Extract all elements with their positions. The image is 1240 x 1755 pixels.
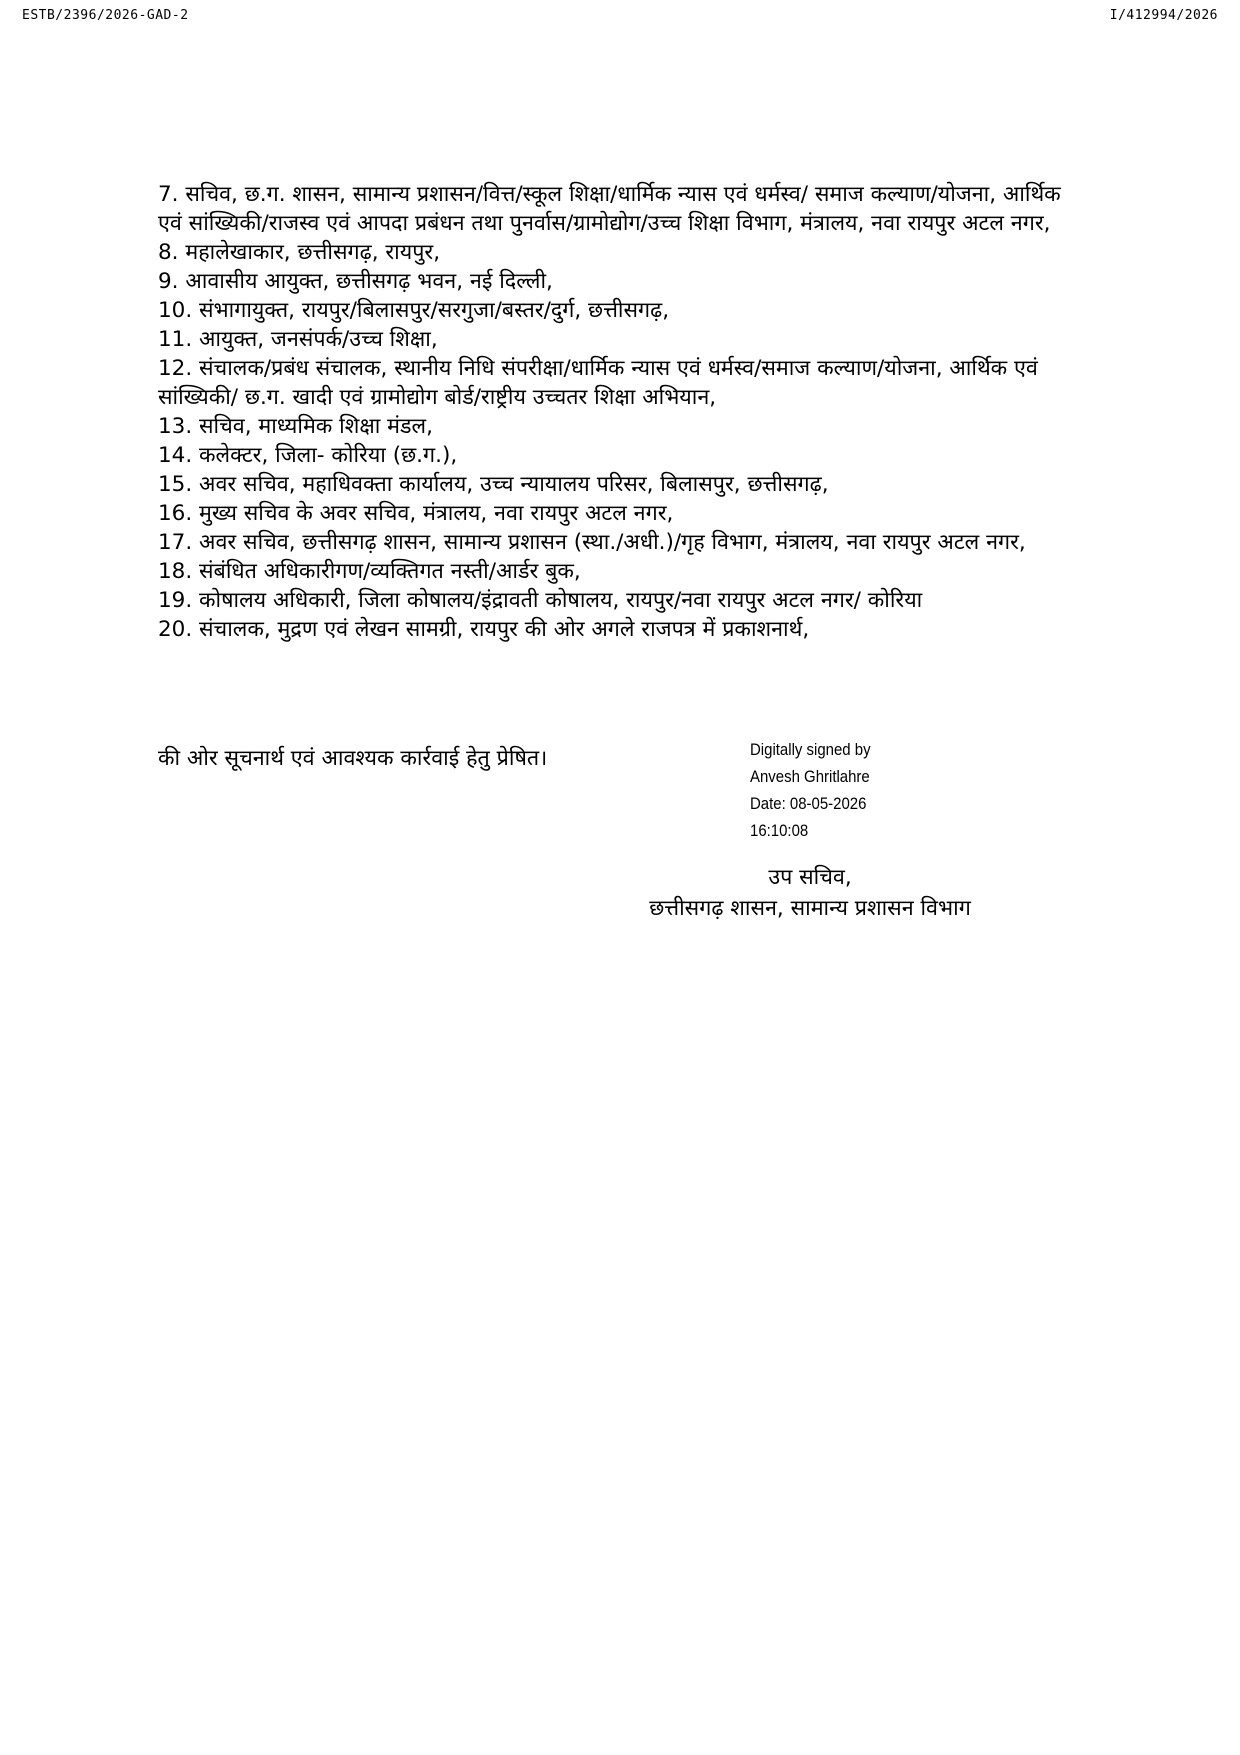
list-item: 9. आवासीय आयुक्त, छत्तीसगढ़ भवन, नई दिल्ली, <box>158 269 553 294</box>
digital-signature-block <box>750 736 908 844</box>
file-number: ESTB/2396/2026-GAD-2 <box>22 8 189 23</box>
signatory-designation: उप सचिव, <box>768 865 852 890</box>
list-item: 20. संचालक, मुद्रण एवं लेखन सामग्री, रायपुर की ओर अगले राजपत्र में प्रकाशनार्थ, <box>158 617 810 642</box>
signature-date: Date: 08-05-2026 <box>750 794 867 813</box>
list-item: 8. महालेखाकार, छत्तीसगढ़, रायपुर, <box>158 240 441 265</box>
signature-time: 16:10:08 <box>750 821 809 840</box>
closing-line: की ओर सूचनार्थ एवं आवश्यक कार्रवाई हेतु प्रेषित। <box>158 746 548 771</box>
list-item: 13. सचिव, माध्यमिक शिक्षा मंडल, <box>158 414 433 439</box>
list-item: 7. सचिव, छ.ग. शासन, सामान्य प्रशासन/वित्त/स्कूल शिक्षा/धार्मिक न्यास एवं धर्मस्व/ समाज कल्याण/योजना, आर्थिक एवं सांख्यिकी/राजस्व एवं आपदा प्रबंधन तथा पुनर्वास/ग्रामोद्योग/उच्च शिक्षा विभाग, मंत्रालय, नवा रायपुर अटल नगर, <box>158 182 1061 236</box>
list-item: 19. कोषालय अधिकारी, जिला कोषालय/इंद्रावती कोषालय, रायपुर/नवा रायपुर अटल नगर/ कोरिया <box>158 588 923 613</box>
list-item: 12. संचालक/प्रबंध संचालक, स्थानीय निधि संपरीक्षा/धार्मिक न्यास एवं धर्मस्व/समाज कल्याण/योजना, आर्थिक एवं सांख्यिकी/ छ.ग. खादी एवं ग्रामोद्योग बोर्ड/राष्ट्रीय उच्चतर शिक्षा अभियान, <box>158 356 1038 410</box>
list-item: 14. कलेक्टर, जिला- कोरिया (छ.ग.), <box>158 443 458 468</box>
list-item: 17. अवर सचिव, छत्तीसगढ़ शासन, सामान्य प्रशासन (स्था./अधी.)/गृह विभाग, मंत्रालय, नवा रायपुर अटल नगर, <box>158 530 1026 555</box>
signatory-block <box>600 862 1020 924</box>
list-item: 10. संभागायुक्त, रायपुर/बिलासपुर/सरगुजा/बस्तर/दुर्ग, छत्तीसगढ़, <box>158 298 670 323</box>
signatory-department: छत्तीसगढ़ शासन, सामान्य प्रशासन विभाग <box>649 896 971 921</box>
signature-line: Digitally signed by <box>750 740 871 759</box>
receipt-number: I/412994/2026 <box>1109 8 1218 23</box>
distribution-list <box>158 180 1088 644</box>
list-item: 15. अवर सचिव, महाधिवक्ता कार्यालय, उच्च न्यायालय परिसर, बिलासपुर, छत्तीसगढ़, <box>158 472 829 497</box>
list-item: 18. संबंधित अधिकारीगण/व्यक्तिगत नस्ती/आर्डर बुक, <box>158 559 581 584</box>
list-item: 11. आयुक्त, जनसंपर्क/उच्च शिक्षा, <box>158 327 438 352</box>
list-item: 16. मुख्य सचिव के अवर सचिव, मंत्रालय, नवा रायपुर अटल नगर, <box>158 501 674 526</box>
signer-name: Anvesh Ghritlahre <box>750 767 870 786</box>
